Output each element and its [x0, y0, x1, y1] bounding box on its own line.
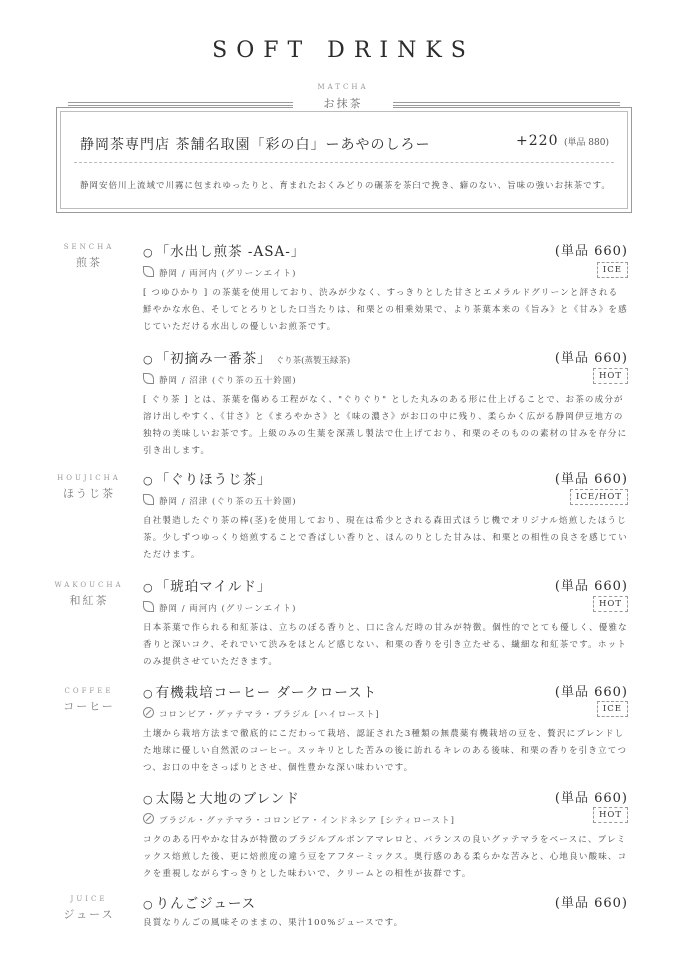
tea-leaf-icon [143, 373, 154, 384]
drink-name-text: 「ぐりほうじ茶」 [155, 472, 272, 488]
drink-item [143, 240, 628, 336]
matcha-section-en: MATCHA [317, 83, 369, 91]
coffee-bean-icon [143, 707, 154, 718]
matcha-description: 静岡安倍川上流域で川霧に包まれゆったりと、育まれたおくみどりの碾茶を茶臼で挽き、癖のない、旨味の強いお抹茶です。 [80, 181, 611, 191]
section-label-coffee [44, 687, 134, 714]
drink-price: (単品 660) [554, 244, 628, 259]
drink-name: ○ 有機栽培コーヒー ダークロースト [143, 685, 378, 701]
section-label-jp: コーヒー [63, 700, 115, 713]
drink-description: 日本茶葉で作られる和紅茶は、立ちのぼる香りと、口に含んだ時の甘みが特徴。個性的でとても優しく、優雅な香りと深いコク、それでいて渋みをほとんど感じない、和栗の香りを引き立たせる、繊細な和紅茶です。ホットのみ提供させていただきます。 [143, 623, 628, 667]
section-label-juice [44, 895, 134, 922]
drink-item [143, 468, 628, 564]
section-label-jp: 煎茶 [76, 256, 102, 269]
drink-name: ○ 「初摘み一番茶」 ぐり茶(蒸製玉緑茶) [143, 351, 351, 367]
section-label-en: HOUJICHA [57, 474, 121, 482]
serving-tag: HOT [593, 807, 628, 823]
drink-origin [143, 266, 628, 280]
section-label-en: COFFEE [64, 687, 114, 695]
drink-description: 自社製造したぐり茶の棒(茎)を使用しており、現在は希少とされる森田式ほうじ機でオリジナル焙煎したほうじ茶。少しずつゆっくり焙煎することで香ばしい香りと、ほんのりとした甘みは、和栗との相性の良さを感じていただけます。 [143, 516, 628, 560]
drink-item [143, 787, 628, 883]
drink-subtitle: ぐり茶(蒸製玉緑茶) [275, 356, 351, 366]
matcha-top-rule-left [68, 102, 310, 103]
drink-description: [ つゆひかり ] の茶葉を使用しており、渋みが少なく、すっきりとした甘さとエメラルドグリーンと評される鮮やかな水色、そしてとろりとした口当たりは、和栗との相乗効果で、より茶葉本来の《旨み》と《甘み》を感じていただける水出しの優しいお煎茶です。 [143, 288, 628, 332]
section-label-wakoucha [44, 581, 134, 608]
drink-description: 土壌から栽培方法まで徹底的にこだわって栽培、認証された3種類の無農薬有機栽培の豆を、贅沢にブレンドした地球に優しい自然派のコーヒー。スッキリとした苦みの後に訪れるキレのある後味、和栗の香りを引き立てつつ、お口の中をさっぱりとさせ、個性豊かな深い味わいです。 [143, 729, 628, 773]
tea-leaf-icon [143, 494, 154, 505]
drink-name: ○ 「琥珀マイルド」 [143, 579, 272, 595]
coffee-bean-icon [143, 813, 154, 824]
drink-description: コクのある円やかな甘みが特徴のブラジルブルボンアマレロと、バランスの良いグァテマラをベースに、プレミックス焙煎した後、更に焙煎度の違う豆をアフターミックス。奥行感のある柔らかな苦みと、心地良い酸味、コクを重視しながらすっきりとした味わいで、クリームとの相性が抜群です。 [143, 835, 628, 879]
matcha-top-rule-right-2 [378, 105, 620, 106]
drink-name: ○ りんごジュース [143, 896, 257, 912]
serving-tag: ICE [597, 701, 628, 717]
tea-leaf-icon [143, 601, 154, 612]
drink-origin-text: 静岡 / 両河内 (グリーンエイト) [159, 604, 297, 614]
tea-leaf-icon [143, 266, 154, 277]
matcha-box-inner [60, 111, 628, 209]
matcha-divider [74, 162, 614, 163]
drink-price: (単品 660) [554, 351, 628, 366]
page-title: SOFT DRINKS [212, 38, 475, 63]
serving-tag: ICE [597, 262, 628, 278]
drink-price: (単品 660) [554, 791, 628, 806]
serving-tag: HOT [593, 368, 628, 384]
drink-price: (単品 660) [554, 472, 628, 487]
drink-name: ○ 「水出し煎茶 -ASA-」 [143, 244, 306, 260]
matcha-top-rule-right [378, 102, 620, 103]
drink-price: (単品 660) [554, 896, 628, 911]
matcha-heading: 静岡茶専門店 茶舗名取園「彩の白」ーあやのしろー [80, 137, 431, 153]
drink-origin-text: ブラジル・グァテマラ・コロンビア・インドネシア [シティロースト] [159, 816, 455, 826]
section-label-jp: 和紅茶 [69, 594, 109, 607]
drink-origin-text: 静岡 / 沼津 (ぐり茶の五十鈴園) [159, 376, 297, 386]
drink-price: (単品 660) [554, 579, 628, 594]
section-label-jp: ジュース [63, 908, 115, 921]
section-label-en: SENCHA [63, 243, 115, 251]
serving-tag: HOT [593, 596, 628, 612]
drink-name: ○ 「ぐりほうじ茶」 [143, 472, 272, 488]
drink-item [143, 892, 628, 932]
drink-price: (単品 660) [554, 685, 628, 700]
matcha-price-single: (単品 880) [563, 138, 609, 148]
drink-origin [143, 813, 628, 827]
drink-origin-text: 静岡 / 沼津 (ぐり茶の五十鈴園) [159, 497, 297, 507]
drink-origin [143, 601, 628, 615]
section-label-en: WAKOUCHA [54, 581, 124, 589]
drink-origin [143, 707, 628, 721]
drink-name-text: 太陽と大地のブレンド [155, 791, 300, 807]
matcha-section-jp: お抹茶 [293, 95, 393, 111]
matcha-price [516, 133, 609, 149]
drink-name-text: 有機栽培コーヒー ダークロースト [155, 685, 378, 701]
matcha-price-value: +220 [516, 133, 559, 149]
drink-item [143, 575, 628, 671]
drink-description: 良質なりんごの風味そのままの、果汁100%ジュースです。 [143, 918, 404, 928]
drink-origin [143, 494, 628, 508]
drink-name-text: 「初摘み一番茶」 [155, 351, 272, 367]
drink-origin [143, 373, 628, 387]
drink-name-text: 「水出し煎茶 -ASA-」 [155, 244, 306, 260]
drink-item [143, 681, 628, 777]
drink-origin-text: 静岡 / 両河内 (グリーンエイト) [159, 269, 297, 279]
drink-item [143, 347, 628, 460]
drink-name-text: 「琥珀マイルド」 [155, 579, 272, 595]
section-label-en: JUICE [70, 895, 108, 903]
section-label-sencha [44, 243, 134, 270]
drink-name: ○ 太陽と大地のブレンド [143, 791, 300, 807]
drink-description: [ ぐり茶 ] とは、茶葉を傷める工程がなく、"ぐりぐり" とした丸みのある形に仕上げることで、お茶の成分が溶け出しやすく、《甘さ》と《まろやかさ》と《味の濃さ》がお口の中に残り、柔らかく広がる静岡伊豆地方の独特の美味しいお茶です。上級のみの生葉を深蒸し製法で仕上げており、和栗のそのものの素材の甘みを存分に引き出します。 [143, 395, 628, 456]
matcha-top-rule-left-2 [68, 105, 310, 106]
drink-name-text: りんごジュース [155, 896, 257, 912]
section-label-houjicha [44, 474, 134, 501]
section-label-jp: ほうじ茶 [63, 487, 115, 500]
serving-tag: ICE/HOT [570, 489, 628, 505]
drink-origin-text: コロンビア・グァテマラ・ブラジル [ハイロースト] [159, 710, 380, 720]
